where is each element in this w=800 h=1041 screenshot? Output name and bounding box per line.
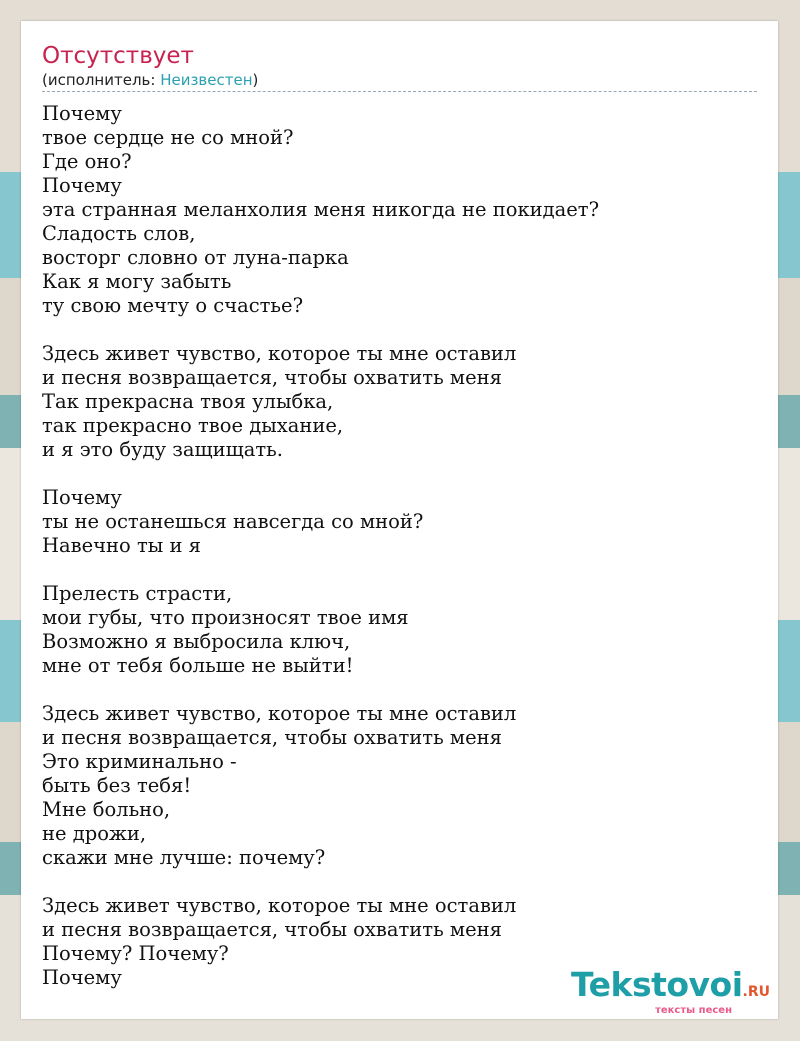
site-logo[interactable]: [570, 965, 770, 1017]
lyric-line: Прелесть страсти,: [42, 582, 233, 605]
lyric-line: Как я могу забыть: [42, 270, 232, 293]
lyric-line: ту свою мечту о счастье?: [42, 294, 304, 317]
lyric-line: Навечно ты и я: [42, 534, 201, 557]
lyrics-card: [21, 21, 778, 1019]
lyric-line: Здесь живет чувство, которое ты мне оставил: [42, 894, 517, 917]
lyric-line: Почему: [42, 486, 122, 509]
logo-tagline: тексты песен: [655, 1005, 732, 1016]
lyric-line: твое сердце не со мной?: [42, 126, 294, 149]
lyric-line: Почему: [42, 966, 122, 989]
lyric-line: и песня возвращается, чтобы охватить меня: [42, 366, 502, 389]
lyric-line: скажи мне лучше: почему?: [42, 846, 326, 869]
lyric-line: Почему: [42, 102, 122, 125]
lyric-line: Здесь живет чувство, которое ты мне оставил: [42, 342, 517, 365]
lyric-line: Мне больно,: [42, 798, 171, 821]
lyric-line: так прекрасно твое дыхание,: [42, 414, 344, 437]
stanza-break: [42, 318, 757, 342]
logo-tld: .RU: [742, 984, 770, 1000]
stanza-break: [42, 558, 757, 582]
lyric-line: Так прекрасна твоя улыбка,: [42, 390, 334, 413]
lyric-line: Почему? Почему?: [42, 942, 229, 965]
stanza-break: [42, 678, 757, 702]
lyric-line: Сладость слов,: [42, 222, 196, 245]
lyric-line: эта странная меланхолия меня никогда не покидает?: [42, 198, 600, 221]
lyric-line: и песня возвращается, чтобы охватить меня: [42, 918, 502, 941]
lyric-line: и песня возвращается, чтобы охватить меня: [42, 726, 502, 749]
lyric-line: восторг словно от луна-парка: [42, 246, 349, 269]
stanza-break: [42, 870, 757, 894]
lyric-line: Возможно я выбросила ключ,: [42, 630, 351, 653]
song-title: Отсутствует: [42, 43, 194, 69]
lyric-line: и я это буду защищать.: [42, 438, 283, 461]
artist-suffix: ): [252, 71, 259, 89]
lyric-line: Здесь живет чувство, которое ты мне оставил: [42, 702, 517, 725]
artist-line: [42, 71, 757, 92]
logo-name: Tekstovoi: [570, 965, 743, 1004]
artist-link[interactable]: Неизвестен: [160, 71, 253, 89]
lyrics-text: [42, 102, 757, 990]
lyric-line: быть без тебя!: [42, 774, 192, 797]
lyric-line: Это криминально -: [42, 750, 237, 773]
lyric-line: не дрожи,: [42, 822, 147, 845]
lyric-line: ты не останешься навсегда со мной?: [42, 510, 424, 533]
lyric-line: Почему: [42, 174, 122, 197]
lyric-line: мне от тебя больше не выйти!: [42, 654, 354, 677]
stanza-break: [42, 462, 757, 486]
lyric-line: мои губы, что произносят твое имя: [42, 606, 409, 629]
artist-prefix: (исполнитель:: [42, 71, 161, 89]
lyric-line: Где оно?: [42, 150, 132, 173]
